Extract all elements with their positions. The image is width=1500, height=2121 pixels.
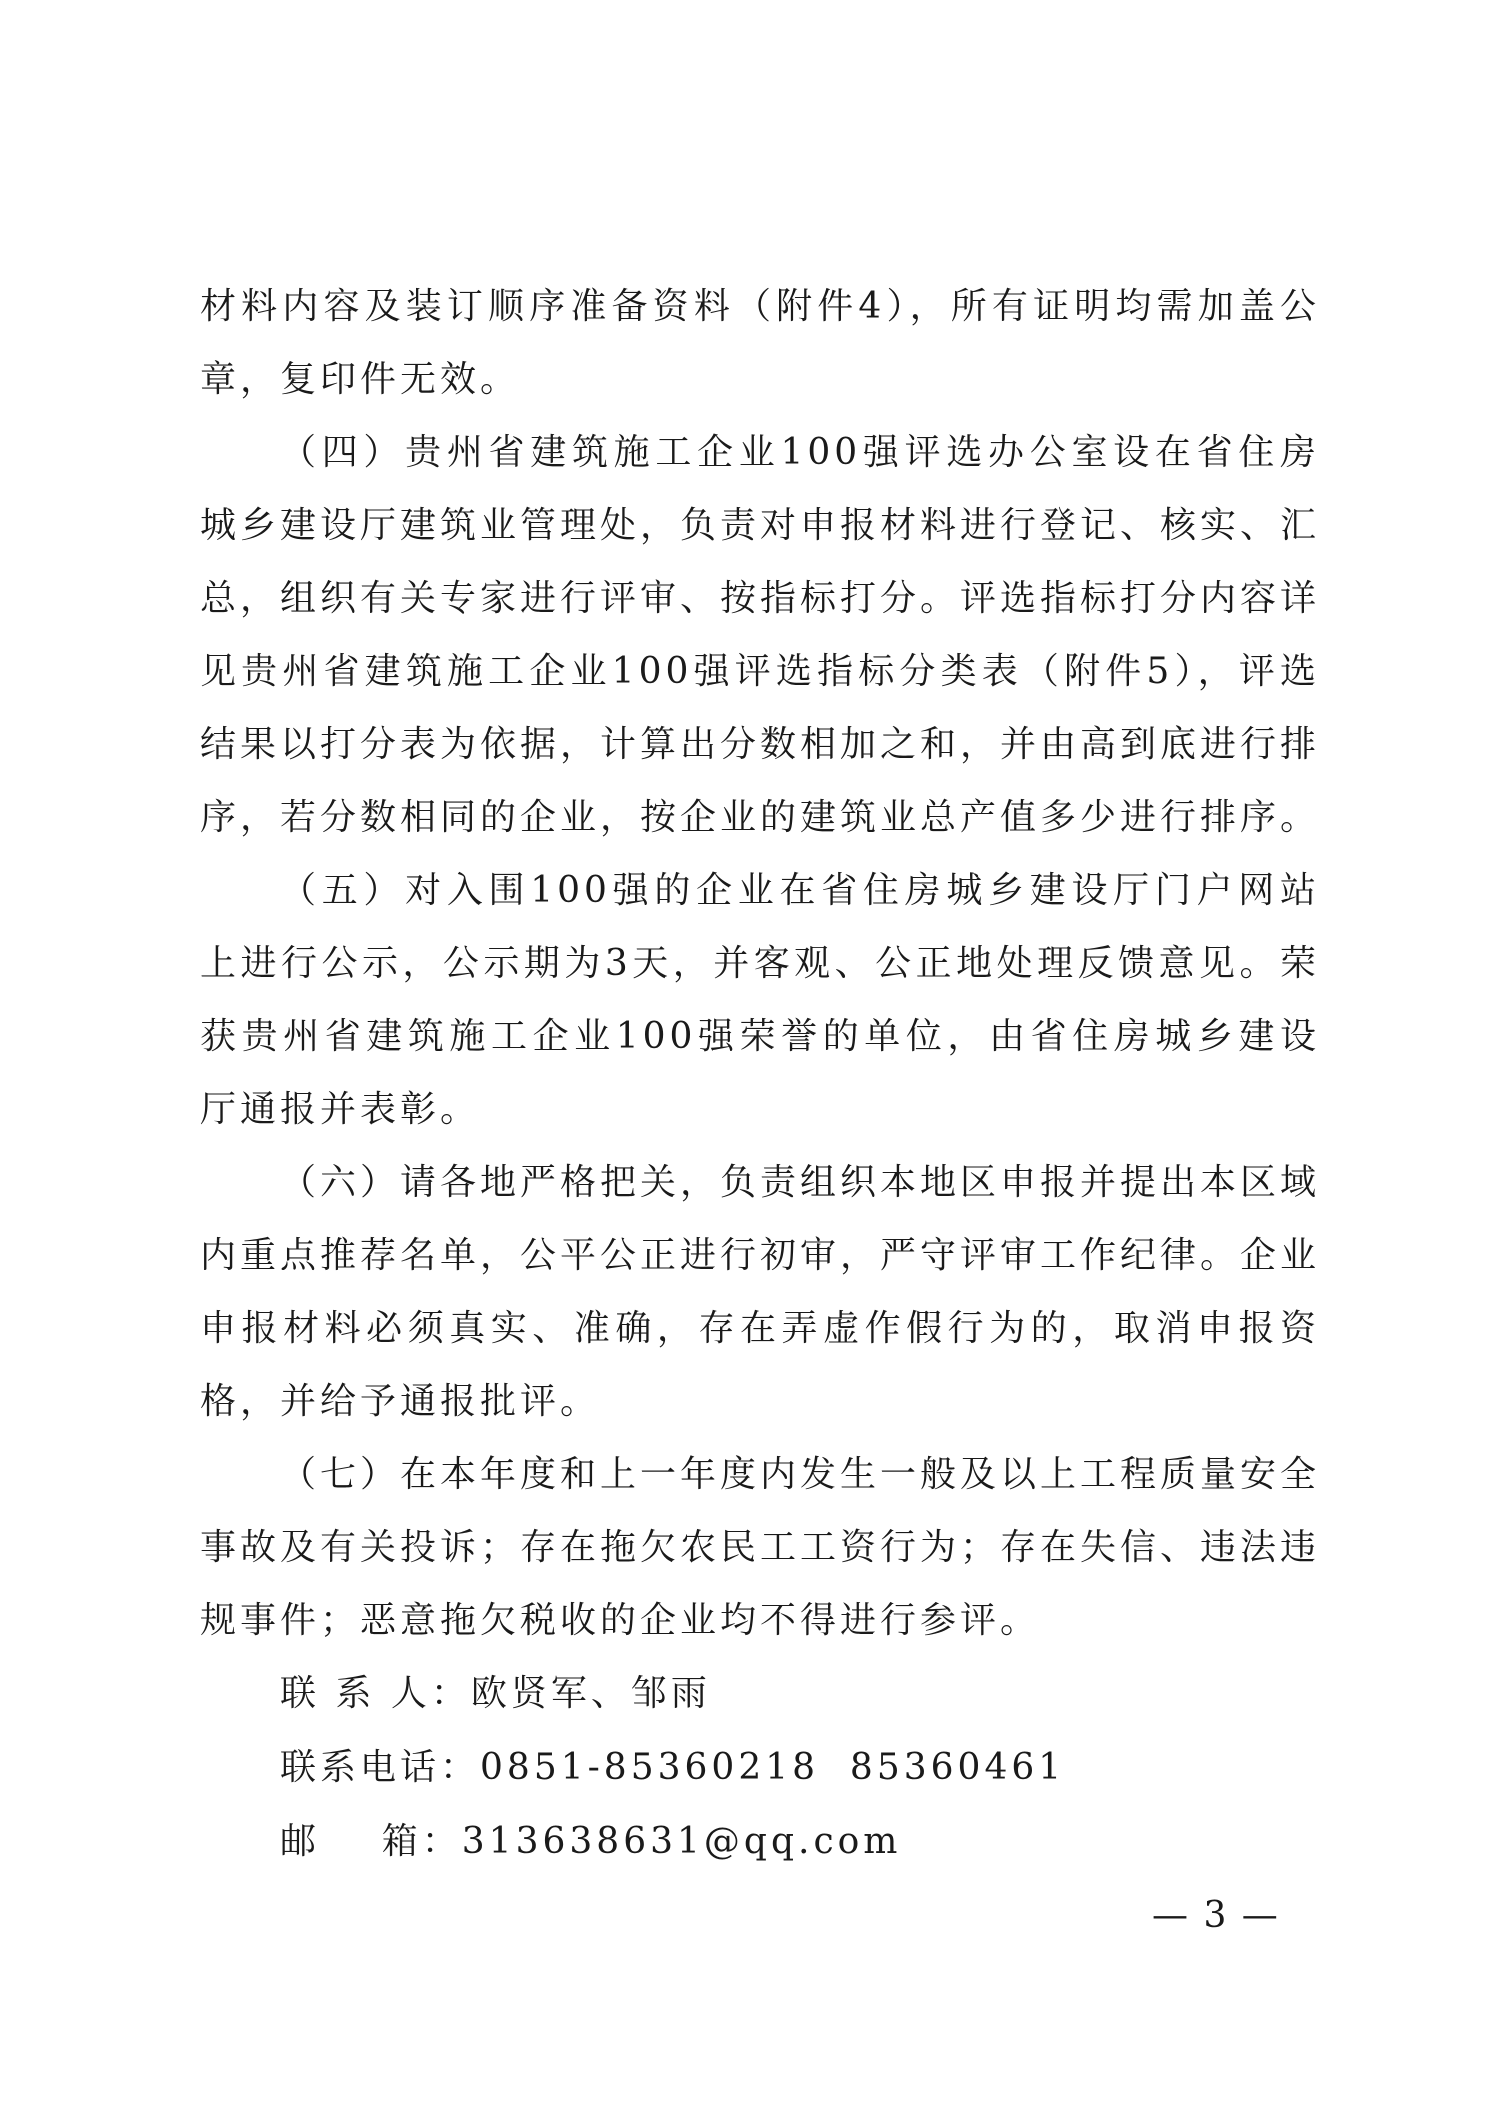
paragraph-item-7: （七）在本年度和上一年度内发生一般及以上工程质量安全事故及有关投诉；存在拖欠农民工工资行为；存在失信、违法违规事件；恶意拖欠税收的企业均不得进行参评。	[200, 1454, 1321, 1641]
contact-email-label: 邮 箱：	[280, 1821, 462, 1862]
contact-person-label: 联 系 人：	[280, 1673, 471, 1714]
paragraph-item-6: （六）请各地严格把关，负责组织本地区申报并提出本区域内重点推荐名单，公平公正进行初审，严守评审工作纪律。企业申报材料必须真实、准确，存在弄虚作假行为的，取消申报资格，并给予通报批评。	[200, 1162, 1321, 1422]
paragraph-continuation: 材料内容及装订顺序准备资料（附件4），所有证明均需加盖公章，复印件无效。	[200, 286, 1320, 400]
document-body	[200, 270, 1320, 1657]
contact-phone-line	[280, 1746, 1065, 1790]
contact-person-value: 欧贤军、邹雨	[470, 1673, 711, 1714]
contact-phone-label: 联系电话：	[280, 1747, 481, 1788]
page-number: — 3 —	[1152, 1895, 1280, 1936]
contact-email-value: 313638631@qq.com	[461, 1821, 902, 1862]
contact-phone-value: 0851-85360218 85360461	[480, 1747, 1066, 1788]
contact-person-line	[280, 1672, 711, 1716]
contact-email-line	[280, 1820, 901, 1864]
paragraph-item-5: （五）对入围100强的企业在省住房城乡建设厅门户网站上进行公示，公示期为3天，并客观、公正地处理反馈意见。荣获贵州省建筑施工企业100强荣誉的单位，由省住房城乡建设厅通报并表彰。	[200, 870, 1320, 1130]
paragraph-item-4: （四）贵州省建筑施工企业100强评选办公室设在省住房城乡建设厅建筑业管理处，负责对申报材料进行登记、核实、汇总，组织有关专家进行评审、按指标打分。评选指标打分内容详见贵州省建筑施工企业100强评选指标分类表（附件5），评选结果以打分表为依据，计算出分数相加之和，并由高到底进行排序，若分数相同的企业，按企业的建筑业总产值多少进行排序。	[200, 432, 1321, 838]
